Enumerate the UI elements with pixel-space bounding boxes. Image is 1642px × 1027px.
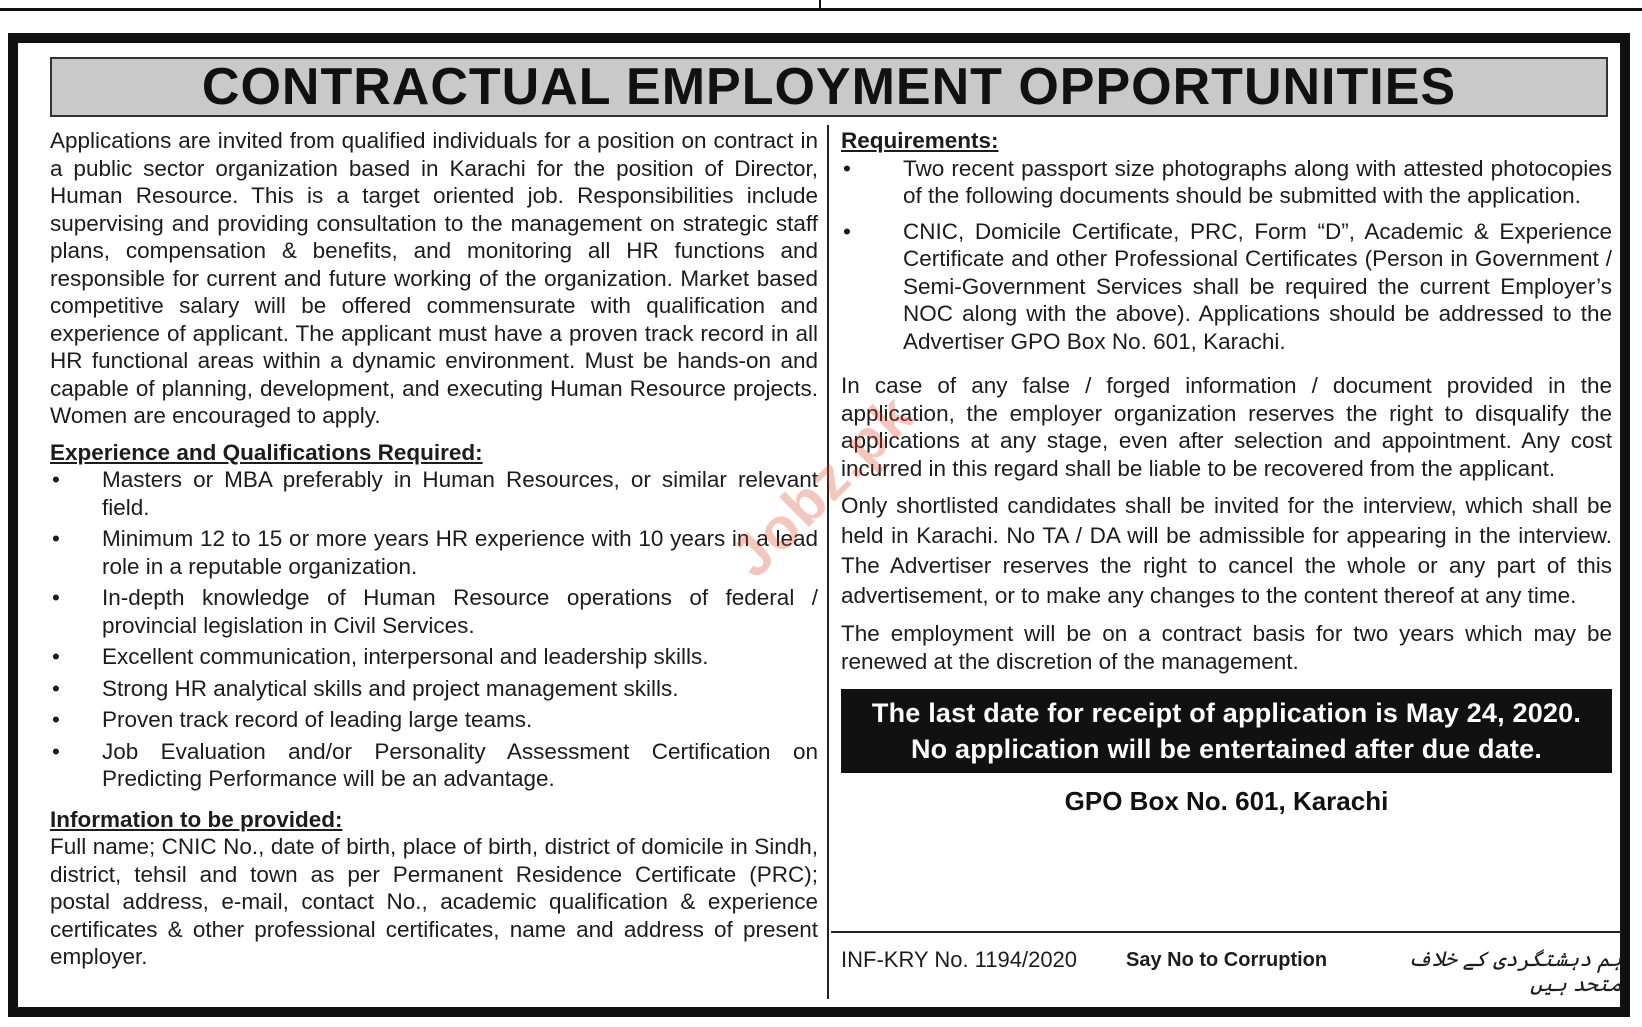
right-column [841,127,1612,817]
bullet-icon: • [52,707,60,732]
anti-corruption-slogan: Say No to Corruption [1126,949,1328,971]
advertisement-frame [8,33,1630,1017]
ad-title: CONTRACTUAL EMPLOYMENT OPPORTUNITIES [50,57,1608,117]
false-info-paragraph: In case of any false / forged information / document provided in the application, the employer organization reserves the right to disqualify the applications at any stage, even after selection and appointment. Any cost incurred in this regard shall be liable to be recovered from the applicant. [841,373,1612,481]
watermark: Jobz.pk [718,381,928,590]
bullet-icon: • [52,675,60,701]
top-column-divider [819,0,821,10]
contract-paragraph: The employment will be on a contract basis for two years which may be renewed at the discretion of the management. [841,621,1612,674]
experience-heading: Experience and Qualifications Required: [50,439,483,465]
list-item: • CNIC, Domicile Certificate, PRC, Form “D”, Academic & Experience Certificate and other Professional Certificates (Person in Government / Semi-Government Services shall be required the current Employer’s NOC along with the above). Applications should be addressed to the Advertiser GPO Box No. 601, Karachi. [843,218,1612,354]
top-rule [0,8,1642,11]
list-item: • Job Evaluation and/or Personality Assessment Certification on Predicting Performance will be an advantage. [52,738,818,791]
gpo-address: GPO Box No. 601, Karachi [1064,786,1389,816]
left-column [50,127,818,971]
bullet-icon: • [52,467,60,492]
reference-number: INF-KRY No. 1194/2020 [841,947,1078,972]
list-item: • Minimum 12 to 15 or more years HR experience with 10 years in a lead role in a reputable organization. [52,526,818,579]
shortlisted-paragraph: Only shortlisted candidates shall be invited for the interview, which shall be held in Karachi. No TA / DA will be admissible for appearing in the interview. The Advertiser reserves the right to cancel the whole or any part of this advertisement, or to make any changes to the content thereof at any time. [841,493,1612,608]
list-item: • In-depth knowledge of Human Resource operations of federal / provincial legislation in Civil Services. [52,585,818,638]
bullet-icon: • [843,218,851,244]
bullet-icon: • [52,585,60,610]
bullet-icon: • [52,738,60,764]
list-item: • Excellent communication, interpersonal and leadership skills. [52,644,709,669]
list-item: • Masters or MBA preferably in Human Resources, or similar relevant field. [52,467,818,520]
deadline-line-1: The last date for receipt of application is May 24, 2020. [871,698,1582,728]
column-divider [827,125,829,999]
deadline-box [841,689,1612,773]
requirements-list [841,155,1612,356]
urdu-slogan: ہم دہشتگردی کے خلاف متحد ہیں [1407,948,1622,996]
information-paragraph: Full name; CNIC No., date of birth, place of birth, district of domicile in Sindh, district, tehsil and town as per Permanent Residence Certificate (PRC); postal address, e-mail, contact No., academic qualification & experience certificates & other professional certificates, name and address of present employer. [50,834,818,969]
deadline-line-2: No application will be entertained after due date. [910,734,1543,764]
information-heading: Information to be provided: [50,806,343,832]
experience-list [50,466,818,793]
bullet-icon: • [52,644,60,669]
requirements-heading: Requirements: [841,128,999,153]
bullet-icon: • [843,155,851,181]
list-item: • Strong HR analytical skills and project management skills. [52,675,679,701]
list-item: • Two recent passport size photographs along with attested photocopies of the following documents should be submitted with the application. [843,155,1612,208]
list-item: • Proven track record of leading large teams. [52,707,533,732]
intro-paragraph: Applications are invited from qualified individuals for a position on contract in a public sector organization based in Karachi for the position of Director, Human Resource. This is a target oriented job. Responsibilities include supervising and providing consultation to the management on strategic staff plans, compensation & benefits, and monitoring all HR functions and responsible for current and future working of the organization. Market based competitive salary will be offered commensurate with qualification and experience of applicant. The applicant must have a proven track record in all HR functional areas within a dynamic environment. Must be hands-on and capable of planning, development, and executing Human Resource projects. Women are encouraged to apply. [50,128,818,428]
footer [831,931,1622,999]
bullet-icon: • [52,526,60,551]
